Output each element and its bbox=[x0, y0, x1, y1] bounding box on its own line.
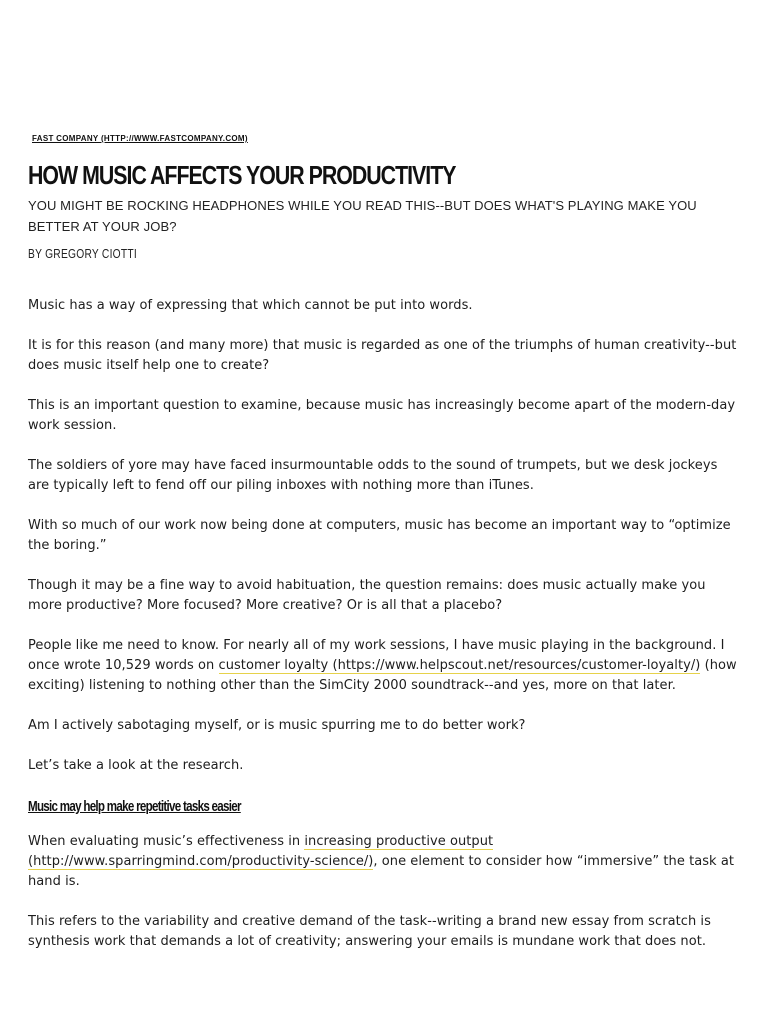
paragraph: Music has a way of expressing that which cannot be put into words. bbox=[28, 298, 473, 313]
paragraph: Let’s take a look at the research. bbox=[28, 758, 244, 773]
paragraph: With so much of our work now being done at computers, music has become an important way to “optimize the boring.” bbox=[28, 518, 731, 553]
paragraph-text: (how exciting) listening to nothing other than the SimCity 2000 soundtrack--and yes, more on that later. bbox=[28, 658, 737, 693]
paragraph-customer-loyalty bbox=[28, 636, 740, 696]
paragraph: It is for this reason (and many more) that music is regarded as one of the triumphs of human creativity--but does music itself help one to create? bbox=[28, 338, 737, 373]
paragraph-text: People like me need to know. For nearly all of my work sessions, I have music playing in the background. I once wrote 10,529 words on bbox=[28, 638, 725, 673]
source-link[interactable]: FAST COMPANY (HTTP://WWW.FASTCOMPANY.COM) bbox=[32, 134, 248, 143]
paragraph-text: When evaluating music’s effectiveness in bbox=[28, 834, 305, 849]
section-heading: Music may help make repetitive tasks easier bbox=[28, 799, 241, 815]
paragraph: This refers to the variability and creative demand of the task--writing a brand new essay from scratch is synthesis work that demands a lot of creativity; answering your emails is mundane work that does not. bbox=[28, 914, 711, 949]
article-subtitle: YOU MIGHT BE ROCKING HEADPHONES WHILE YOU READ THIS--BUT DOES WHAT'S PLAYING MAKE YOU BETTER AT YOUR JOB? bbox=[28, 198, 697, 234]
article-body bbox=[28, 296, 740, 952]
paragraph: Am I actively sabotaging myself, or is music spurring me to do better work? bbox=[28, 718, 526, 733]
productive-output-link[interactable]: increasing productive output (http://www.sparringmind.com/productivity-science/) bbox=[28, 834, 494, 869]
paragraph: The soldiers of yore may have faced insurmountable odds to the sound of trumpets, but we desk jockeys are typically left to fend off our piling inboxes with nothing more than iTunes. bbox=[28, 458, 718, 493]
paragraph-productive-output bbox=[28, 832, 740, 892]
paragraph: Though it may be a fine way to avoid habituation, the question remains: does music actually make you more productive? More focused? More creative? Or is all that a placebo? bbox=[28, 578, 706, 613]
article-title: HOW MUSIC AFFECTS YOUR PRODUCTIVITY bbox=[28, 160, 456, 190]
paragraph: This is an important question to examine, because music has increasingly become apart of the modern-day work session. bbox=[28, 398, 736, 433]
customer-loyalty-link[interactable]: customer loyalty (https://www.helpscout.net/resources/customer-loyalty/) bbox=[218, 658, 701, 673]
paragraph-text: , one element to consider how “immersive” the task at hand is. bbox=[28, 854, 734, 889]
byline: BY GREGORY CIOTTI bbox=[28, 247, 137, 261]
article bbox=[28, 126, 740, 972]
